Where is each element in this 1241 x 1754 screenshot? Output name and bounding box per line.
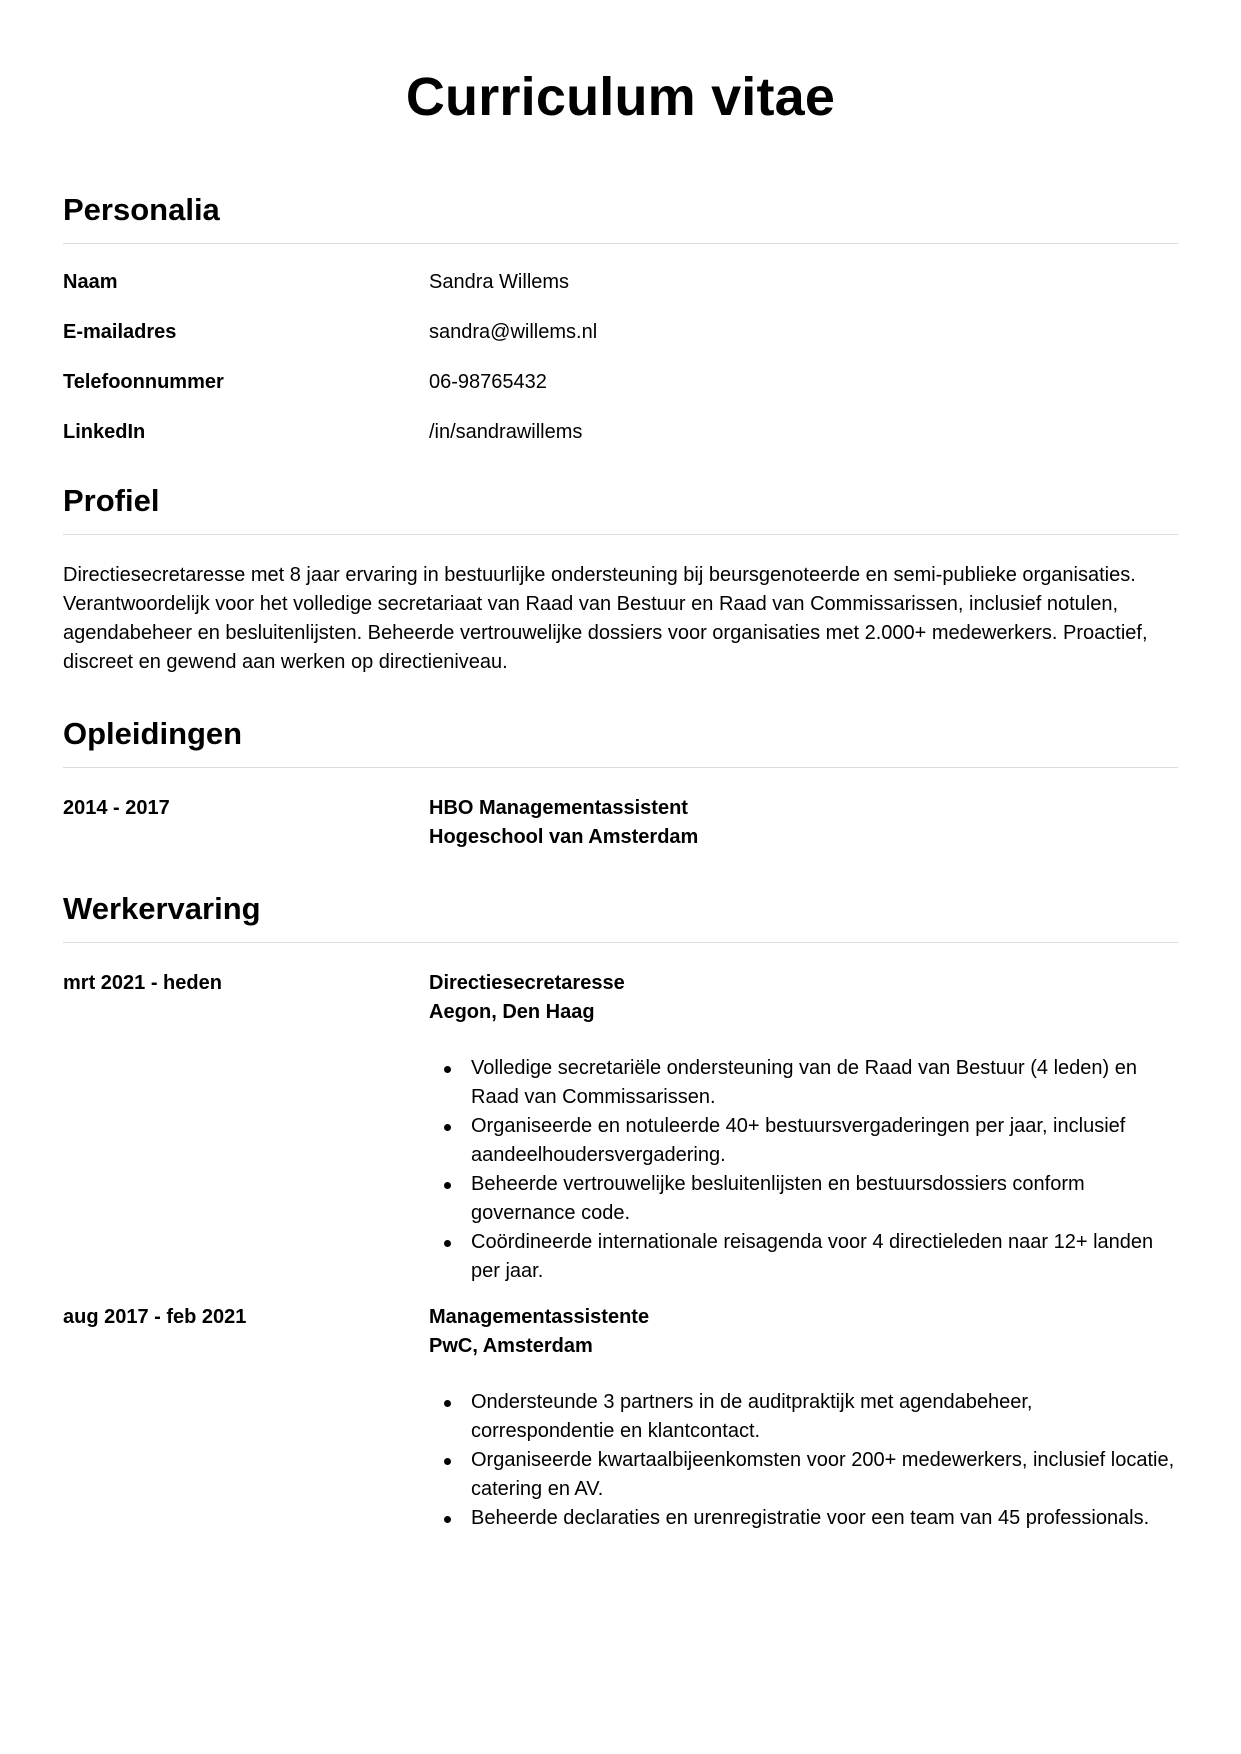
section-heading-personalia: Personalia <box>63 190 1178 244</box>
entry-title: Directiesecretaresse <box>429 972 625 994</box>
entry-organization: Aegon, Den Haag <box>429 1001 595 1023</box>
work-entry <box>63 969 1178 1286</box>
entry-body <box>429 794 1178 852</box>
list-item: Organiseerde kwartaalbijeenkomsten voor 200+ medewerkers, inclusief locatie, catering en AV. <box>429 1446 1178 1504</box>
personalia-row-linkedin <box>63 420 1178 444</box>
list-item: Ondersteunde 3 partners in de auditpraktijk met agendabeheer, correspondentie en klantcontact. <box>429 1388 1178 1446</box>
profile-summary: Directiesecretaresse met 8 jaar ervaring in bestuurlijke ondersteuning bij beursgenoteerde en semi-publieke organisaties. Verantwoordelijk voor het volledige secretariaat van Raad van Bestuur en Raad van Commissarissen, inclusief notulen, agendabeheer en besluitenlijsten. Beheerde vertrouwelijke dossiers voor organisaties met 2.000+ medewerkers. Proactief, discreet en gewend aan werken op directieniveau. <box>63 564 1148 673</box>
entry-organization: Hogeschool van Amsterdam <box>429 826 699 848</box>
section-werkervaring <box>63 889 1178 1533</box>
entry-period: mrt 2021 - heden <box>63 972 222 994</box>
field-label: Naam <box>63 271 118 293</box>
entry-title: HBO Managementassistent <box>429 797 688 819</box>
field-label: LinkedIn <box>63 421 146 443</box>
section-personalia <box>63 190 1178 444</box>
section-heading-werkervaring: Werkervaring <box>63 889 1178 943</box>
field-value-name: Sandra Willems <box>429 271 570 293</box>
list-item: Coördineerde internationale reisagenda voor 4 directieleden naar 12+ landen per jaar. <box>429 1228 1178 1286</box>
responsibilities-list <box>429 1054 1178 1286</box>
personalia-table <box>63 270 1178 444</box>
list-item: Organiseerde en notuleerde 40+ bestuursvergaderingen per jaar, inclusief aandeelhoudersvergadering. <box>429 1112 1178 1170</box>
field-value-email: sandra@willems.nl <box>429 321 598 343</box>
list-item: Volledige secretariële ondersteuning van de Raad van Bestuur (4 leden) en Raad van Commissarissen. <box>429 1054 1178 1112</box>
section-opleidingen <box>63 714 1178 852</box>
field-label: Telefoonnummer <box>63 371 224 393</box>
personalia-row-naam <box>63 270 1178 294</box>
document-title: Curriculum vitae <box>405 67 836 127</box>
entry-title: Managementassistente <box>429 1306 650 1328</box>
field-label: E-mailadres <box>63 321 177 343</box>
field-value-linkedin: /in/sandrawillems <box>429 421 583 443</box>
entry-body <box>429 969 1178 1286</box>
section-heading-profiel: Profiel <box>63 481 1178 535</box>
entry-period: aug 2017 - feb 2021 <box>63 1306 247 1328</box>
entry-organization: PwC, Amsterdam <box>429 1335 593 1357</box>
field-value-phone: 06-98765432 <box>429 371 547 393</box>
personalia-row-email <box>63 320 1178 344</box>
responsibilities-list <box>429 1388 1178 1533</box>
entry-body <box>429 1303 1178 1533</box>
section-heading-opleidingen: Opleidingen <box>63 714 1178 768</box>
personalia-row-phone <box>63 370 1178 394</box>
entry-period: 2014 - 2017 <box>63 797 170 819</box>
section-profiel <box>63 481 1178 677</box>
education-entry <box>63 794 1178 852</box>
work-entry <box>63 1303 1178 1533</box>
list-item: Beheerde declaraties en urenregistratie voor een team van 45 professionals. <box>429 1504 1178 1533</box>
list-item: Beheerde vertrouwelijke besluitenlijsten en bestuursdossiers conform governance code. <box>429 1170 1178 1228</box>
